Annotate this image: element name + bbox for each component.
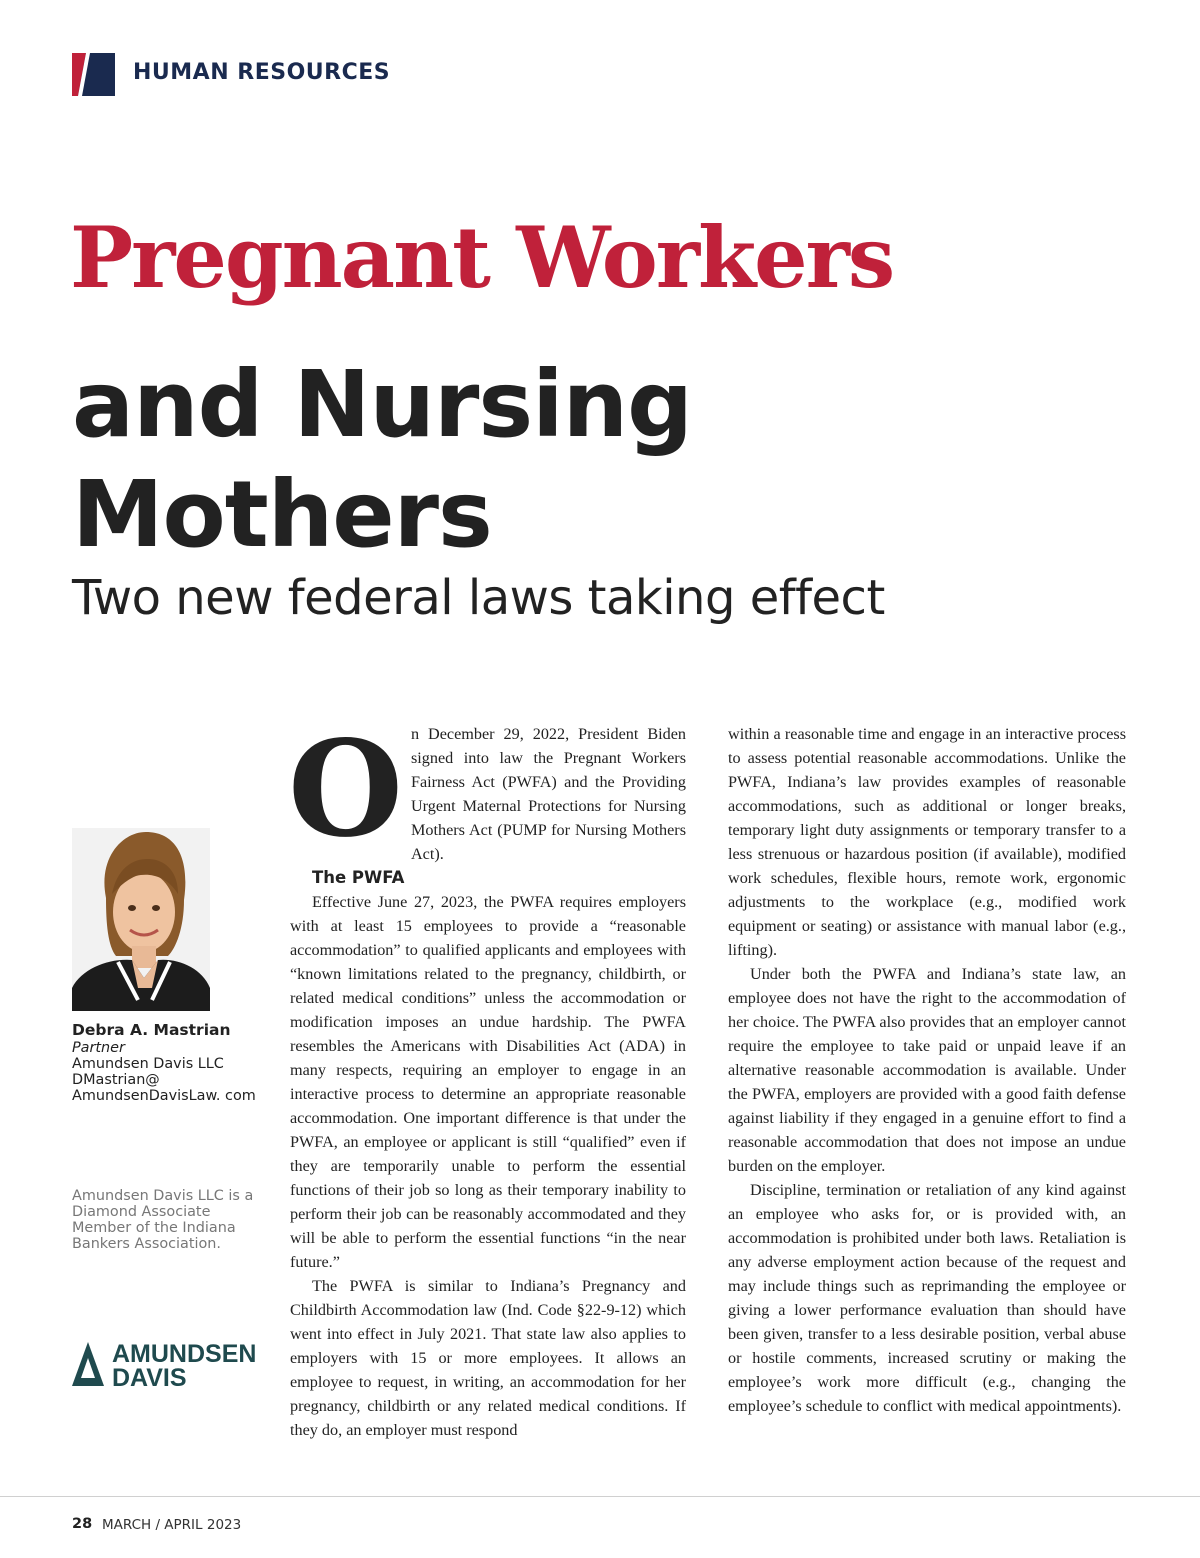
firm-logo-line2: DAVIS <box>112 1364 187 1390</box>
article-column-1 <box>288 712 686 1442</box>
article-column-2 <box>728 722 1126 1418</box>
author-photo <box>72 828 210 1011</box>
page-number: 28 <box>72 1516 93 1532</box>
issue-date: MARCH / APRIL 2023 <box>102 1517 242 1533</box>
firm-logo-line1: AMUNDSEN <box>112 1340 257 1368</box>
article-paragraph: The PWFA is similar to Indiana’s Pregnancy and Childbirth Accommodation law (Ind. Code §22-9-12) which went into effect in July 2021. That state law also applies to employers with 15 or more employees. It allows an employee to request, in writing, an accommodation for her pregnancy, childbirth or any related medical conditions. If they do, an employer must respond <box>290 1277 686 1439</box>
article-intro <box>288 712 686 867</box>
triangle-a-icon <box>72 1342 104 1386</box>
member-note: Amundsen Davis LLC is a Diamond Associate Member of the Indiana Bankers Association. <box>72 1188 254 1252</box>
firm-logo <box>72 1340 262 1390</box>
author-role: Partner <box>72 1040 125 1056</box>
subhead-pwfa: The PWFA <box>312 868 405 887</box>
headline-line2: and Nursing Mothers <box>72 351 692 568</box>
author-email-link[interactable]: DMastrian@ AmundsenDavisLaw. com <box>72 1072 256 1104</box>
article-paragraph: Discipline, termination or retaliation of any kind against an employee who asks for, or is provided with, an accommodation is prohibited under both laws. Retaliation is any adverse employment action because of the request and may include things such as reprimanding the employee or giving a lower performance evaluation than should have been given, transfer to a less desirable position, verbal abuse or hostile comments, increased scrutiny or making the employee’s work more difficult (e.g., changing the employee’s schedule to conflict with medical appointments). <box>728 1181 1126 1415</box>
author-name: Debra A. Mastrian <box>72 1021 231 1039</box>
footer-divider <box>0 1496 1200 1497</box>
author-firm: Amundsen Davis LLC <box>72 1056 224 1072</box>
intro-text: n December 29, 2022, President Biden signed into law the Pregnant Workers Fairness Act (PWFA) and the Providing Urgent Maternal Protections for Nursing Mothers Act (PUMP for Nursing Mothers Act). <box>410 725 686 863</box>
drop-cap: O <box>288 712 403 867</box>
article-paragraph: Under both the PWFA and Indiana’s state law, an employee does not have the right to the accommodation of her choice. The PWFA also provides that an employer cannot require the employee to take paid or unpaid leave if an alternative reasonable accommodation is available. Under the PWFA, employers are provided with a good faith defense against liability if they engaged in a genuine effort to find a reasonable accommodation that does not impose an undue burden on the employer. <box>728 965 1126 1175</box>
section-label: HUMAN RESOURCES <box>133 60 391 85</box>
headline-subtitle: Two new federal laws taking effect <box>72 570 885 626</box>
article-paragraph: Effective June 27, 2023, the PWFA requires employers with at least 15 employees to provide a “reasonable accommodation” to qualified applicants and employees with “known limitations related to the pregnancy, childbirth, or related medical conditions” unless the accommodation or modification imposes an undue hardship. The PWFA resembles the Americans with Disabilities Act (ADA) in many respects, requiring an employer to engage in an interactive process to determine an appropriate reasonable accommodation. One important difference is that under the PWFA, an employee or applicant is still “qualified” even if they are temporarily unable to perform the essential functions of their job so long as their temporary inability to perform their job can be reasonably accommodated and they will be able to perform the essential functions “in the near future.” <box>290 893 686 1271</box>
article-paragraph: within a reasonable time and engage in an interactive process to assess potential reasonable accommodations. Unlike the PWFA, Indiana’s law provides examples of reasonable accommodations, such as additional or longer breaks, temporary light duty assignments or temporary transfer to a less strenuous or hazardous position (if available), modified work schedules, flexible hours, remote work, ergonomic adjustments to the workplace (e.g., modified work equipment or seating) or assistance with manual labor (e.g., lifting). <box>728 725 1126 959</box>
headline-line1: Pregnant Workers <box>70 208 894 307</box>
section-logo-icon <box>72 53 115 96</box>
